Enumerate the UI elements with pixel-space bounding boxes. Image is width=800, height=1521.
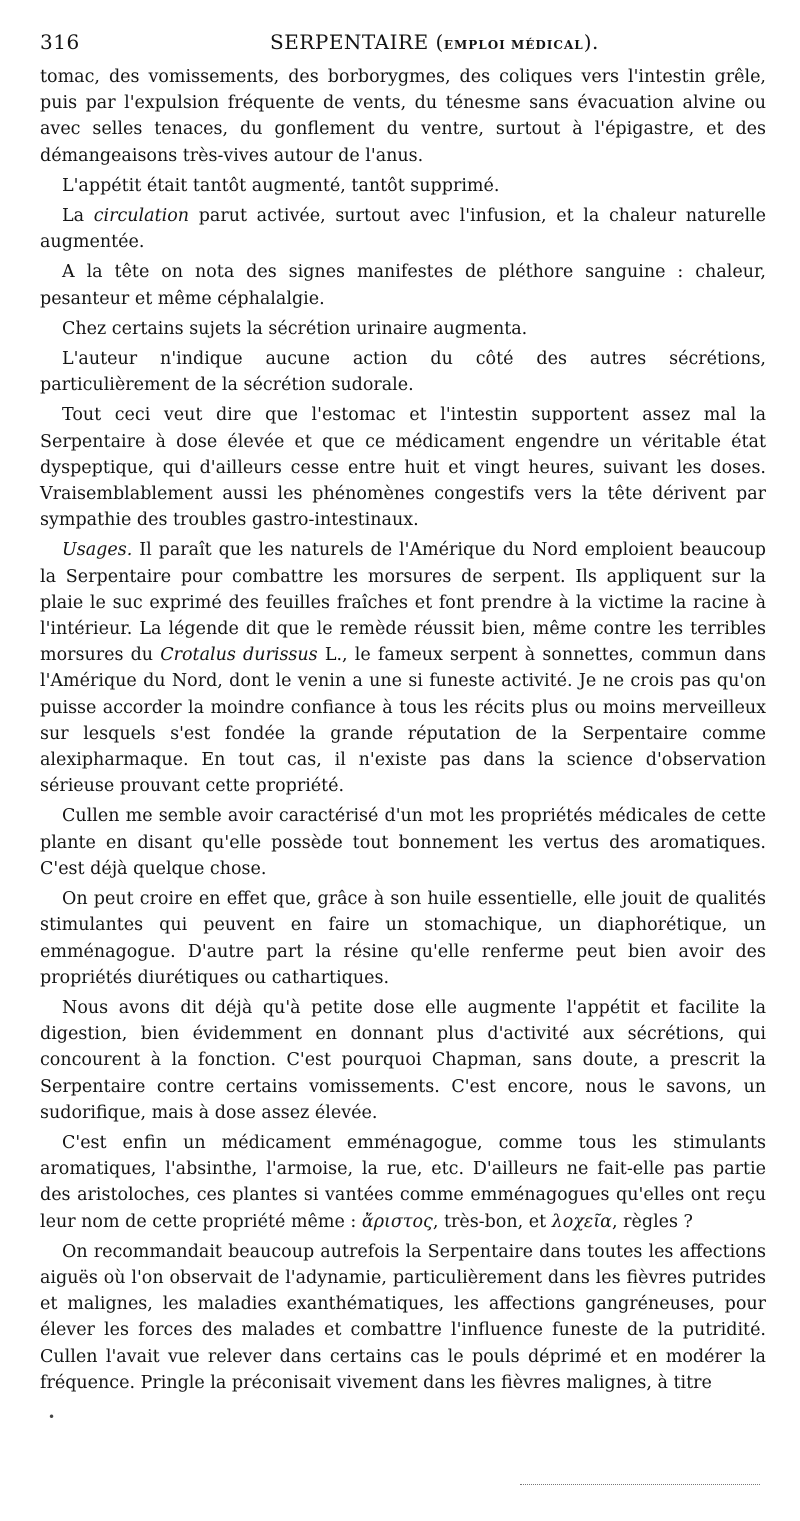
paragraph-dyspepsia: Tout ceci veut dire que l'estomac et l'intestin supportent assez mal la Serpentaire à dose élevée et que ce médicament engendre un véritable état dyspeptique, qui d'ailleurs cesse entre huit et vingt heures, suivant les doses. Vraisemblablement aussi les phénomènes congestifs vers la tête dérivent par sympathie des troubles gastro-intestinaux. [40,405,766,531]
running-title-main: SERPENTAIRE ( [270,30,444,54]
body-text [40,64,766,1400]
paragraph-continuation: tomac, des vomissements, des borborygmes, des coliques vers l'intestin grêle, puis par l'expulsion fréquente de vents, du ténesme sans évacuation alvine ou avec selles tenaces, du gonflement du ventre, surtout à l'épigastre, et des démangeaisons très-vives autour de l'anus. [40,67,766,166]
running-title-subtitle: EMPLOI MÉDICAL [443,38,584,52]
paragraph-essential-oil: On peut croire en effet que, grâce à son huile essentielle, elle jouit de qualités stimulantes qui peuvent en faire un stomachique, un diaphorétique, un emménagogue. D'autre part la résine qu'elle renferme peut bien avoir des propriétés diurétiques ou cathartiques. [40,889,766,988]
running-title [270,30,599,54]
paragraph-cullen: Cullen me semble avoir caractérisé d'un mot les propriétés médicales de cette plante en disant qu'elle possède tout bonnement les vertus des aromatiques. C'est déjà quelque chose. [40,806,766,879]
running-header [40,26,770,56]
greek-aristos: ἄριστος [361,1211,433,1232]
paragraph-appetite: L'appétit était tantôt augmenté, tantôt supprimé. [62,175,500,196]
paragraph-usages: Usages. Il paraît que les naturels de l'Amérique du Nord emploient beaucoup la Serpentaire pour combattre les morsures de serpent. Ils appliquent sur la plaie le suc exprimé des feuilles fraîches et font prendre à la victime la racine à l'intérieur. La légende dit que le remède réussit bien, même contre les terribles morsures du Crotalus durissus L., le fameux serpent à sonnettes, commun dans l'Amérique du Nord, dont le venin a une si funeste activité. Je ne crois pas qu'on puisse accorder la moindre confiance à tous les récits plus ou moins merveilleux sur lesquels s'est fondée la grande réputation de la Serpentaire comme alexipharmaque. En tout cas, il n'existe pas dans la science d'observation sérieuse prouvant cette propriété. [40,540,766,797]
paragraph-head: A la tête on nota des signes manifestes de pléthore sanguine : chaleur, pesanteur et même céphalalgie. [40,262,766,309]
running-title-close: ). [583,30,599,54]
term-circulation: circulation [93,206,190,227]
footer-rule [520,1484,760,1485]
stray-mark: • [48,1410,56,1424]
term-usages: Usages. [62,540,133,561]
page-number: 316 [40,30,80,54]
greek-locheia: λοχεῖα [551,1211,613,1232]
paragraph-digestion: Nous avons dit déjà qu'à petite dose elle augmente l'appétit et facilite la digestion, bien évidemment en donnant plus d'activité aux sécrétions, qui concourent à la fonction. C'est pourquoi Chapman, sans doute, a prescrit la Serpentaire contre certains vomissements. C'est encore, nous le savons, un sudorifique, mais à dose assez élevée. [40,997,766,1123]
paragraph-circulation: La circulation parut activée, surtout avec l'infusion, et la chaleur naturelle augmentée. [40,206,766,253]
paragraph-urinary: Chez certains sujets la sécrétion urinaire augmenta. [62,318,528,339]
paragraph-emmenagogue: C'est enfin un médicament emménagogue, comme tous les stimulants aromatiques, l'absinthe, l'armoise, la rue, etc. D'ailleurs ne fait-elle pas partie des aristoloches, ces plantes si vantées comme emménagogues qu'elles ont reçu leur nom de cette propriété même : ἄριστος, très-bon, et λοχεῖα, règles ? [40,1132,766,1232]
term-crotalus: Crotalus durissus [160,645,318,666]
paragraph-fevers: On recommandait beaucoup autrefois la Serpentaire dans toutes les affections aiguës où l'on observait de l'adynamie, particulièrement dans les fièvres putrides et malignes, les maladies exanthématiques, les affections gangréneuses, pour élever les forces des malades et combattre l'influence funeste de la putridité. Cullen l'avait vue relever dans certains cas le pouls déprimé et en modérer la fréquence. Pringle la préconisait vivement dans les fièvres malignes, à titre [40,1241,766,1393]
paragraph-secretions: L'auteur n'indique aucune action du côté des autres sécrétions, particulièrement de la sécrétion sudorale. [40,349,766,396]
